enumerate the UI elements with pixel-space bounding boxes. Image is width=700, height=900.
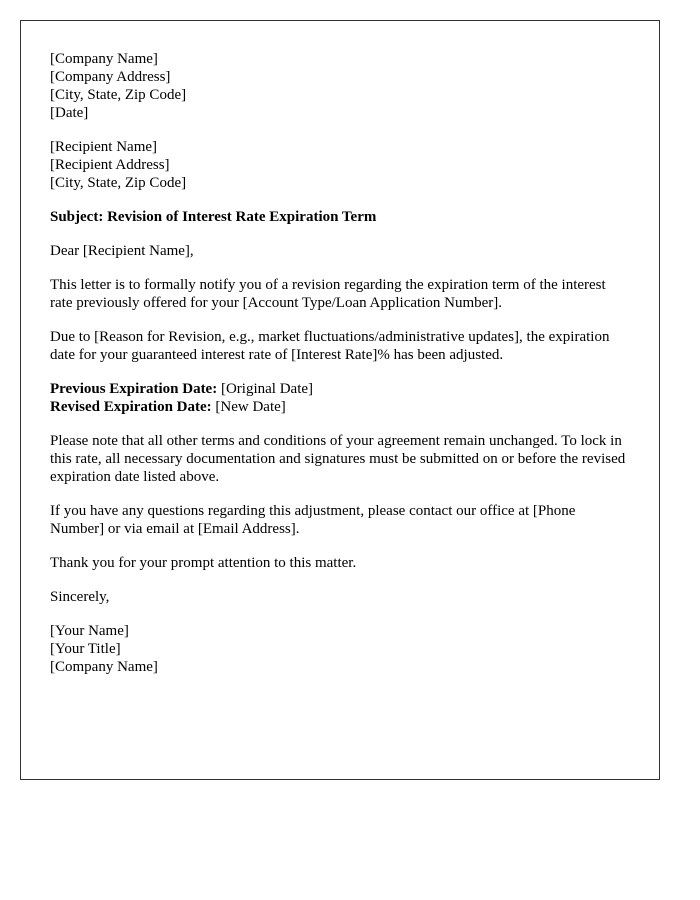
recipient-address: [Recipient Address] (50, 157, 170, 173)
previous-expiration-date (50, 380, 630, 398)
revised-expiration-label: Revised Expiration Date: (50, 399, 212, 415)
letter-body (50, 50, 630, 692)
previous-expiration-label: Previous Expiration Date: (50, 381, 218, 397)
signature-title: [Your Title] (50, 641, 121, 657)
sender-company-address: [Company Address] (50, 69, 171, 85)
recipient-city-state-zip: [City, State, Zip Code] (50, 175, 187, 191)
paragraph-contact: If you have any questions regarding this adjustment, please contact our office at [Phone Number] or via email at [Email Address]. (50, 503, 576, 537)
paragraph-reason: Due to [Reason for Revision, e.g., market fluctuations/administrative updates], the expiration date for your guaranteed interest rate of [Interest Rate]% has been adjusted. (50, 329, 610, 363)
signature-block (50, 622, 630, 676)
expiration-dates (50, 380, 630, 416)
paragraph-terms: Please note that all other terms and conditions of your agreement remain unchanged. To lock in this rate, all necessary documentation and signatures must be submitted on or before the revised expiration date listed above. (50, 433, 626, 485)
paragraph-notification: This letter is to formally notify you of a revision regarding the expiration term of the interest rate previously offered for your [Account Type/Loan Application Number]. (50, 277, 606, 311)
recipient-block (50, 138, 630, 192)
letter-subject: Subject: Revision of Interest Rate Expiration Term (50, 209, 377, 225)
sender-city-state-zip: [City, State, Zip Code] (50, 87, 187, 103)
signature-name: [Your Name] (50, 623, 129, 639)
previous-expiration-value: [Original Date] (217, 381, 314, 397)
sign-off: Sincerely, (50, 589, 110, 605)
sender-block (50, 50, 630, 122)
recipient-name: [Recipient Name] (50, 139, 158, 155)
letter-date: [Date] (50, 105, 89, 121)
closing-thanks: Thank you for your prompt attention to this matter. (50, 555, 357, 571)
signature-company: [Company Name] (50, 659, 158, 675)
revised-expiration-value: [New Date] (211, 399, 286, 415)
revised-expiration-date (50, 398, 630, 416)
letter-page (20, 20, 660, 780)
sender-company-name: [Company Name] (50, 51, 158, 67)
salutation: Dear [Recipient Name], (50, 243, 194, 259)
